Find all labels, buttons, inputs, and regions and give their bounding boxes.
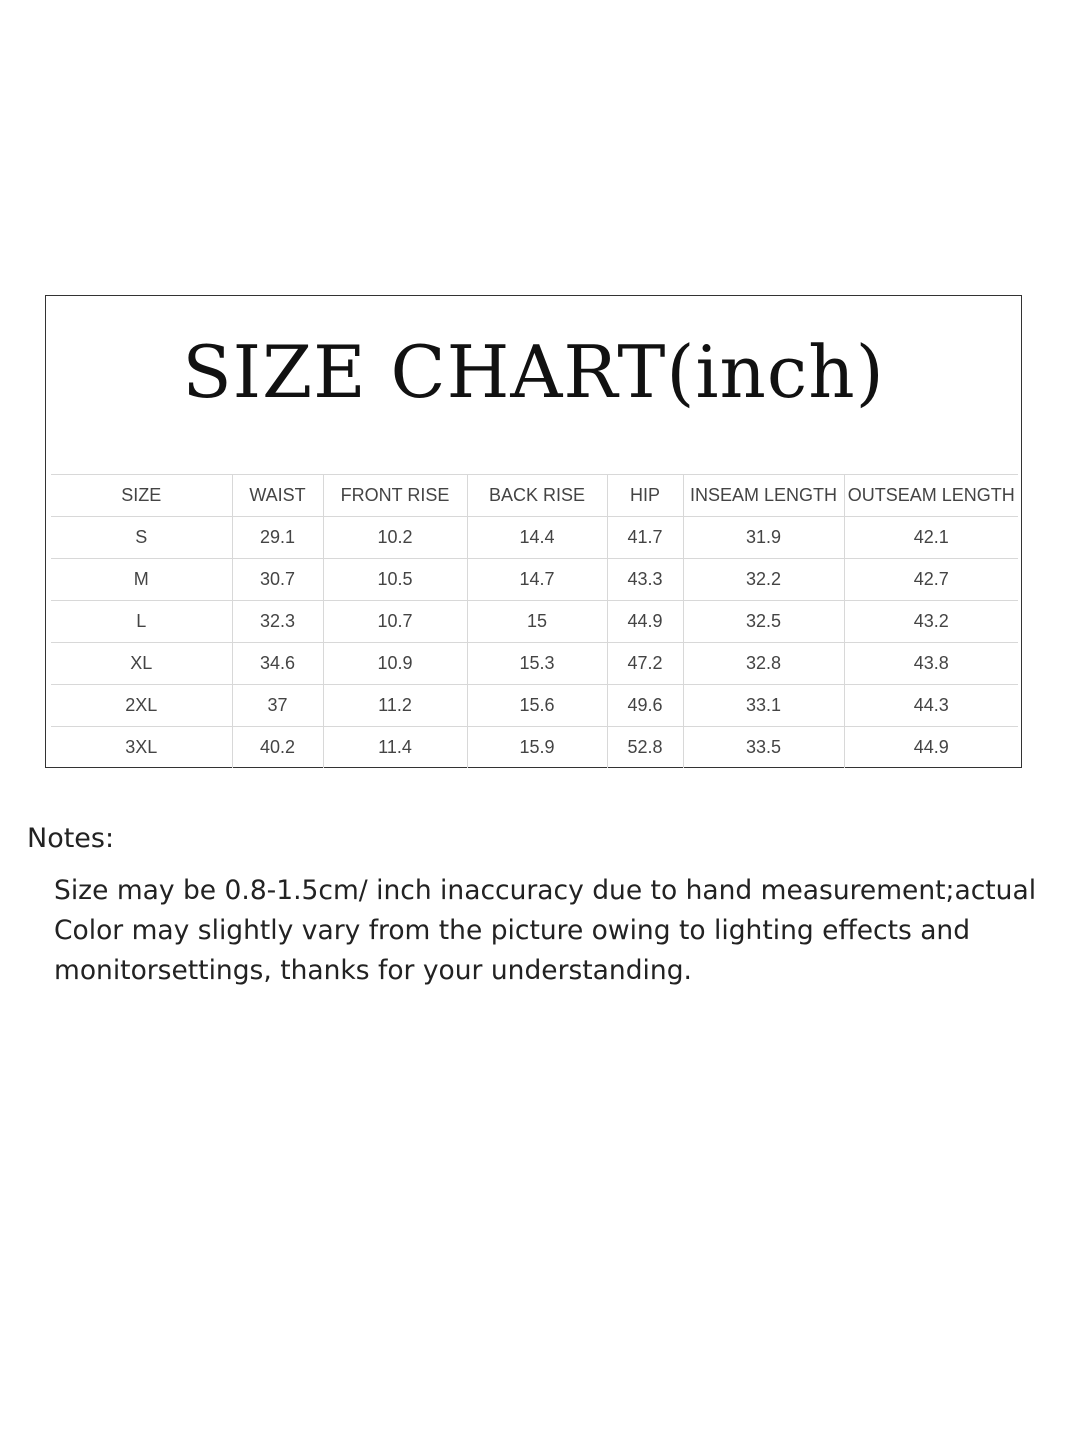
table-cell: 2XL [51, 685, 232, 727]
chart-title: SIZE CHART(inch) [182, 330, 885, 414]
table-cell: 11.2 [323, 685, 467, 727]
table-cell: 14.7 [467, 559, 607, 601]
header-hip: HIP [607, 475, 683, 517]
table-header-row [51, 475, 1018, 517]
table-cell: 15.9 [467, 727, 607, 769]
table-cell: 44.9 [844, 727, 1018, 769]
table-cell: 34.6 [232, 643, 323, 685]
table-row [51, 559, 1018, 601]
table-cell: S [51, 517, 232, 559]
header-waist: WAIST [232, 475, 323, 517]
table-cell: M [51, 559, 232, 601]
table-cell: 15 [467, 601, 607, 643]
table-row [51, 601, 1018, 643]
size-table [51, 474, 1018, 768]
table-row [51, 685, 1018, 727]
table-row [51, 517, 1018, 559]
table-cell: 10.9 [323, 643, 467, 685]
notes-line: Color may slightly vary from the picture owing to lighting effects and [54, 915, 971, 946]
table-row [51, 727, 1018, 769]
table-cell: 15.3 [467, 643, 607, 685]
table-cell: 10.2 [323, 517, 467, 559]
table-cell: 29.1 [232, 517, 323, 559]
notes-line: monitorsettings, thanks for your understanding. [54, 955, 692, 986]
table-cell: 37 [232, 685, 323, 727]
table-cell: L [51, 601, 232, 643]
table-cell: 49.6 [607, 685, 683, 727]
table-cell: 3XL [51, 727, 232, 769]
table-cell: 14.4 [467, 517, 607, 559]
header-front-rise: FRONT RISE [323, 475, 467, 517]
table-cell: 44.9 [607, 601, 683, 643]
table-cell: 31.9 [683, 517, 844, 559]
table-cell: 32.3 [232, 601, 323, 643]
table-cell: 52.8 [607, 727, 683, 769]
table-cell: 33.1 [683, 685, 844, 727]
size-chart [45, 295, 1022, 768]
table-row [51, 643, 1018, 685]
table-cell: 15.6 [467, 685, 607, 727]
table-cell: 32.2 [683, 559, 844, 601]
table-cell: 43.2 [844, 601, 1018, 643]
table-cell: 47.2 [607, 643, 683, 685]
table-cell: 10.7 [323, 601, 467, 643]
table-cell: 32.8 [683, 643, 844, 685]
table-cell: 40.2 [232, 727, 323, 769]
header-outseam-length: OUTSEAM LENGTH [844, 475, 1018, 517]
table-cell: 30.7 [232, 559, 323, 601]
table-cell: 33.5 [683, 727, 844, 769]
table-cell: 44.3 [844, 685, 1018, 727]
header-inseam-length: INSEAM LENGTH [683, 475, 844, 517]
notes-line: Size may be 0.8-1.5cm/ inch inaccuracy due to hand measurement;actual [54, 875, 1037, 906]
table-cell: 43.3 [607, 559, 683, 601]
header-back-rise: BACK RISE [467, 475, 607, 517]
table-cell: 11.4 [323, 727, 467, 769]
notes-body [54, 871, 1064, 991]
notes-title: Notes: [27, 823, 115, 854]
table-cell: 10.5 [323, 559, 467, 601]
table-cell: 42.7 [844, 559, 1018, 601]
table-cell: 42.1 [844, 517, 1018, 559]
header-size: SIZE [51, 475, 232, 517]
table-cell: 41.7 [607, 517, 683, 559]
table-cell: 32.5 [683, 601, 844, 643]
table-cell: XL [51, 643, 232, 685]
table-cell: 43.8 [844, 643, 1018, 685]
